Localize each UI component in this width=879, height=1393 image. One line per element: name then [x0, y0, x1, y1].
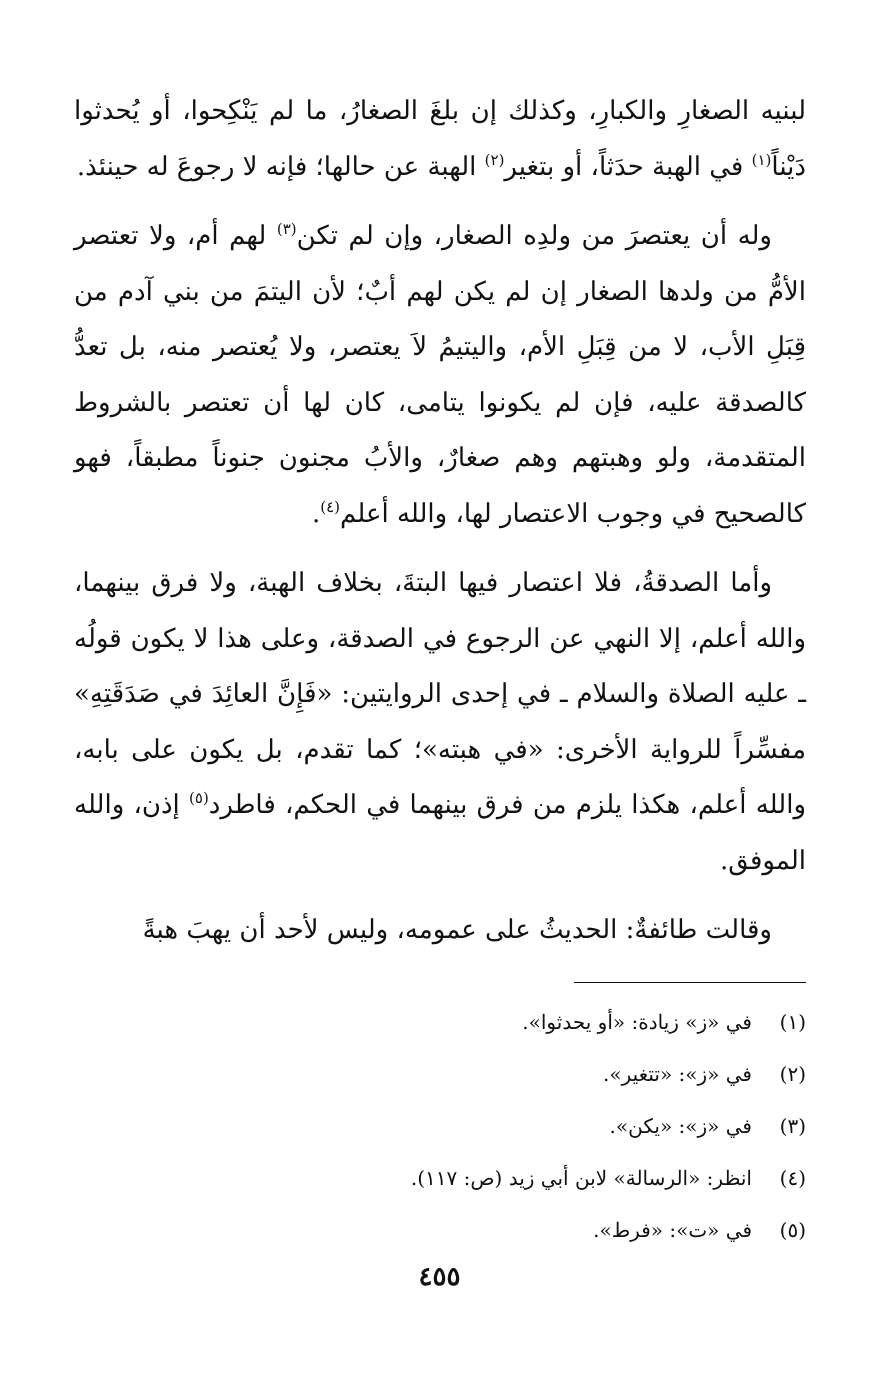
footnote-text: في «ز»: «تتغير».: [603, 1062, 752, 1086]
footnote-number: (١): [779, 1010, 806, 1034]
text-run: وله أن يعتصرَ من ولدِه الصغار، وإن لم تكن: [296, 221, 772, 251]
paragraph: [74, 903, 806, 959]
paragraph: [74, 556, 806, 889]
text-run: لبنيه الصغارِ والكبارِ، وكذلك إن بلغَ الصغارُ، ما لم يَنْكِحوا، أو يُحدثوا دَيْناً: [74, 96, 806, 182]
footnote-text: في «ز»: «يكن».: [609, 1114, 752, 1138]
footnote-marker: (٣): [276, 220, 297, 238]
footnote-number: (٥): [779, 1218, 806, 1242]
footnote-marker: (١): [751, 150, 772, 169]
paragraph: [74, 209, 806, 542]
paragraph: [74, 84, 806, 195]
footnote-marker: (٤): [320, 497, 341, 516]
footnote-item: [74, 1048, 806, 1100]
text-run: الهبة عن حالها؛ فإنه لا رجوعَ له حينئذ.: [76, 151, 485, 182]
footnote-marker: (٥): [189, 789, 209, 807]
footnote-text: في «ت»: «فرط».: [593, 1218, 752, 1242]
text-run: لهم أم، ولا تعتصر الأمُّ من ولدها الصغار إن لم يكن لهم أبٌ؛ لأن اليتمَ من بني آدم من قِبَلِ الأب، لا من قِبَلِ الأم، واليتيمُ لاَ يعتصر، ولا يُعتصر منه، بل تعدُّ كالصدقة عليه، فإن لم يكونوا يتامى، كان لها أن تعتصر بالشروط المتقدمة، ولو وهبتهم وهم صغارٌ، والأبُ مجنون جنوناً مطبقاً، فهو كالصحيح في وجوب الاعتصار لها، والله أعلم: [74, 221, 806, 529]
footnote-text: انظر: «الرسالة» لابن أبي زيد (ص: ١١٧).: [410, 1166, 752, 1190]
text-run: وقالت طائفةٌ: الحديثُ على عمومه، وليس لأحد أن يهبَ هبةً: [142, 915, 772, 945]
footnote-text: في «ز» زيادة: «أو يحدثوا».: [522, 1010, 752, 1034]
text-run: إذن، والله الموفق.: [74, 790, 806, 876]
footnote-number: (٢): [779, 1062, 806, 1086]
footnote-number: (٤): [779, 1166, 806, 1190]
footnote-marker: (٢): [484, 150, 505, 169]
text-run: في الهبة حدَثاً، أو بتغير: [504, 151, 752, 182]
main-text: [74, 84, 806, 959]
page-number: ٤٥٥: [418, 1262, 461, 1292]
footnote-item: [74, 996, 806, 1048]
footnote-number: (٣): [779, 1114, 806, 1138]
footnotes-list: [74, 996, 806, 1256]
footnote-separator: [574, 982, 806, 983]
footnote-item: [74, 1204, 806, 1256]
footnote-item: [74, 1100, 806, 1152]
text-run: وأما الصدقةُ، فلا اعتصار فيها البتةَ، بخلاف الهبة، ولا فرق بينهما، والله أعلم، إلا النهي عن الرجوع في الصدقة، وعلى هذا لا يكون قولُه ـ عليه الصلاة والسلام ـ في إحدى الروايتين: «فَإِنَّ العائِدَ في صَدَقَتِهِ» مفسِّراً للرواية الأخرى: «في هبته»؛ كما تقدم، بل يكون على بابه، والله أعلم، هكذا يلزم من فرق بينهما في الحكم، فاطرد: [74, 568, 806, 820]
text-run: .: [311, 498, 321, 529]
footnote-item: [74, 1152, 806, 1204]
